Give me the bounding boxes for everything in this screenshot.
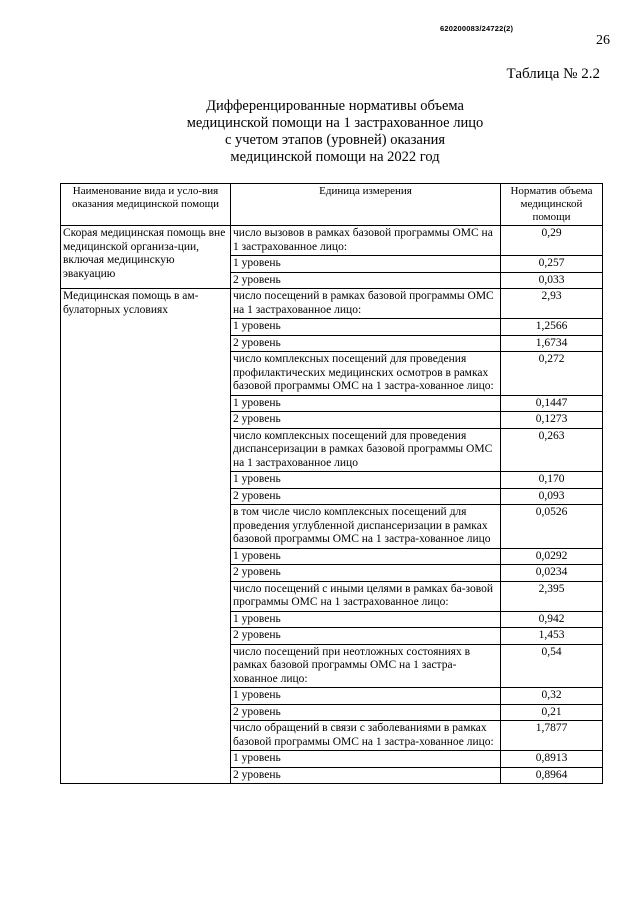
norm-value-cell: 0,033 <box>501 272 603 289</box>
unit-cell: 2 уровень <box>231 628 501 645</box>
unit-cell: 2 уровень <box>231 488 501 505</box>
norm-value-cell: 0,170 <box>501 472 603 489</box>
header-unit: Единица измерения <box>231 184 501 226</box>
header-norm: Норматив объема медицинской помощи <box>501 184 603 226</box>
unit-cell: число комплексных посещений для проведения диспансеризации в рамках базовой программы ОМС на 1 застрахованное лицо <box>231 428 501 472</box>
care-type-cell: Скорая медицинская помощь вне медицинской организа-ции, включая медицинскую эвакуацию <box>61 226 231 289</box>
table-label: Таблица № 2.2 <box>506 66 600 82</box>
unit-cell: 2 уровень <box>231 704 501 721</box>
title-line: медицинской помощи на 2022 год <box>230 149 440 165</box>
unit-cell: число посещений в рамках базовой программы ОМС на 1 застрахованное лицо: <box>231 289 501 319</box>
unit-cell: 1 уровень <box>231 548 501 565</box>
unit-cell: в том числе число комплексных посещений для проведения углубленной диспансеризации в рамках базовой программы ОМС на 1 застра-хованное лицо <box>231 505 501 549</box>
header-kind: Наименование вида и усло-вия оказания медицинской помощи <box>61 184 231 226</box>
unit-cell: 1 уровень <box>231 319 501 336</box>
norm-value-cell: 0,942 <box>501 611 603 628</box>
norm-value-cell: 0,1273 <box>501 412 603 429</box>
unit-cell: 1 уровень <box>231 688 501 705</box>
norms-table <box>60 183 603 784</box>
norm-value-cell: 0,0234 <box>501 565 603 582</box>
unit-cell: 1 уровень <box>231 611 501 628</box>
page-number: 26 <box>596 33 610 48</box>
norm-value-cell: 0,0526 <box>501 505 603 549</box>
norm-value-cell: 0,0292 <box>501 548 603 565</box>
norm-value-cell: 0,8964 <box>501 767 603 784</box>
table-body <box>61 226 603 784</box>
unit-cell: 1 уровень <box>231 395 501 412</box>
unit-cell: число вызовов в рамках базовой программы ОМС на 1 застрахованное лицо: <box>231 226 501 256</box>
norm-value-cell: 1,7877 <box>501 721 603 751</box>
unit-cell: 2 уровень <box>231 412 501 429</box>
norm-value-cell: 0,1447 <box>501 395 603 412</box>
unit-cell: 2 уровень <box>231 767 501 784</box>
norm-value-cell: 0,32 <box>501 688 603 705</box>
unit-cell: 1 уровень <box>231 751 501 768</box>
norm-value-cell: 0,29 <box>501 226 603 256</box>
norm-value-cell: 1,6734 <box>501 335 603 352</box>
table-title <box>150 98 520 166</box>
unit-cell: 2 уровень <box>231 335 501 352</box>
norm-value-cell: 0,257 <box>501 256 603 273</box>
norm-value-cell: 2,395 <box>501 581 603 611</box>
title-line: медицинской помощи на 1 застрахованное лицо <box>186 115 484 131</box>
unit-cell: 1 уровень <box>231 256 501 273</box>
norm-value-cell: 0,093 <box>501 488 603 505</box>
norm-value-cell: 0,263 <box>501 428 603 472</box>
table-row <box>61 226 603 256</box>
title-line: с учетом этапов (уровней) оказания <box>224 132 446 148</box>
norm-value-cell: 0,272 <box>501 352 603 396</box>
norm-value-cell: 0,54 <box>501 644 603 688</box>
norm-value-cell: 0,21 <box>501 704 603 721</box>
norm-value-cell: 1,2566 <box>501 319 603 336</box>
norm-value-cell: 2,93 <box>501 289 603 319</box>
title-line: Дифференцированные нормативы объема <box>206 98 464 114</box>
unit-cell: 2 уровень <box>231 565 501 582</box>
unit-cell: число обращений в связи с заболеваниями в рамках базовой программы ОМС на 1 застра-хованное лицо: <box>231 721 501 751</box>
norm-value-cell: 0,8913 <box>501 751 603 768</box>
unit-cell: число посещений при неотложных состояниях в рамках базовой программы ОМС на 1 застра-хованное лицо: <box>231 644 501 688</box>
table-header-row <box>61 184 603 226</box>
norm-value-cell: 1,453 <box>501 628 603 645</box>
table-row <box>61 289 603 319</box>
document-id: 620200083/24722(2) <box>440 24 514 33</box>
unit-cell: число посещений с иными целями в рамках ба-зовой программы ОМС на 1 застрахованное лицо: <box>231 581 501 611</box>
care-type-cell: Медицинская помощь в ам-булаторных условиях <box>61 289 231 784</box>
unit-cell: 1 уровень <box>231 472 501 489</box>
unit-cell: 2 уровень <box>231 272 501 289</box>
unit-cell: число комплексных посещений для проведения профилактических медицинских осмотров в рамках базовой программы ОМС на 1 застра-хованное лицо: <box>231 352 501 396</box>
